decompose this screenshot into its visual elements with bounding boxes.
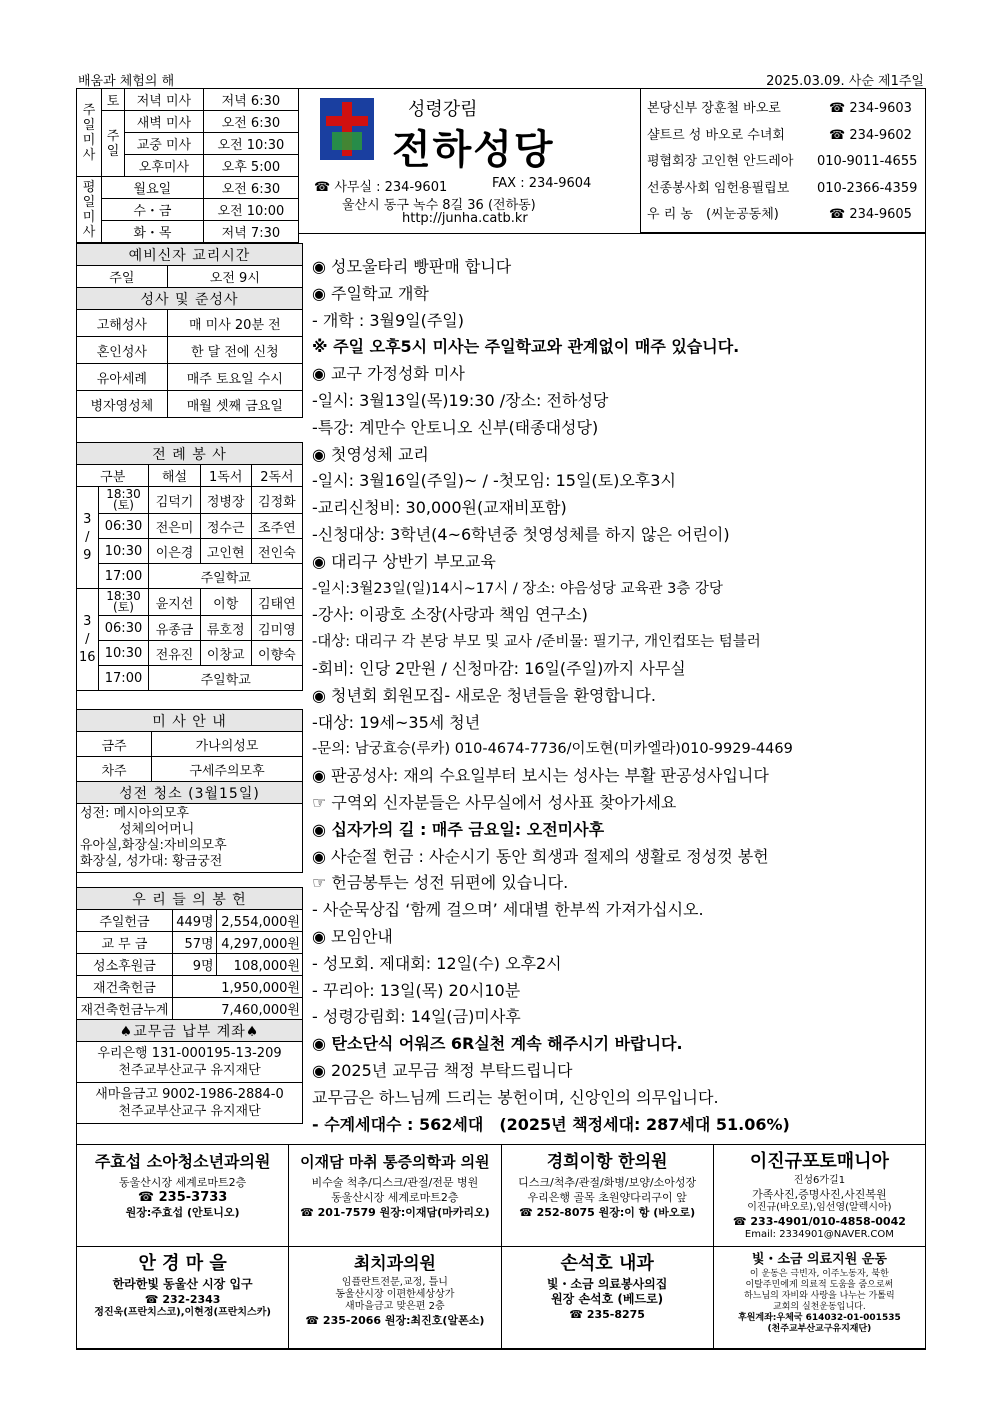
weekday-mass-label: 평일 미사: [77, 177, 102, 243]
liturgy-cell: 김정화: [251, 487, 302, 514]
ad-line: Email: 2334901@NAVER.COM: [744, 1229, 894, 1240]
liturgy-cell: 전은미: [149, 514, 200, 539]
sacrament-name: 고해성사: [77, 310, 168, 337]
sunday-mass-label: 주일 미사: [77, 89, 102, 177]
liturgy-time: 18:30 (토): [98, 589, 149, 616]
ad-box: [289, 1145, 501, 1247]
announcement-line: ◉ 교구 가정성화 미사: [312, 364, 465, 384]
ad-line: 비수술 척추/디스크/관절/전문 병원: [311, 1176, 479, 1189]
church-address: 울산시 동구 녹수 8길 36 (전하동): [342, 198, 536, 213]
announcement-line: ◉ 사순절 헌금 : 사순시기 동안 희생과 절제의 생활로 정성껏 봉헌: [312, 846, 769, 866]
account-line: 천주교부산교구 유지재단: [118, 1063, 261, 1078]
mass-guide-title: 미 사 안 내: [77, 710, 303, 732]
cleaning-title: 성전 청소 (3월15일): [77, 782, 303, 804]
contact-row: 평협회장 고인현 안드레아 010-9011-4655: [647, 154, 918, 169]
sacrament-info: 매월 셋째 금요일: [167, 391, 302, 418]
church-name: 전하성당: [392, 126, 555, 173]
cleaning-line: 성체의어머니: [80, 822, 195, 837]
weekday-name: 수・금: [102, 199, 204, 221]
ad-line: 이진규(바오로),임선영(알렉시아): [747, 1202, 892, 1213]
mass-schedule-table: [76, 88, 299, 243]
liturgy-cell: 정수근: [200, 514, 251, 539]
sacraments-title: 성사 및 준성사: [77, 288, 303, 310]
ad-line: 가족사진,증명사진,사진복원: [752, 1188, 887, 1201]
account-title: ♠교무금 납부 계좌♠: [77, 1020, 303, 1042]
office-fax: FAX : 234-9604: [492, 176, 592, 191]
offering-count: 57명: [172, 932, 216, 954]
sacrament-name: 유아세례: [77, 364, 168, 391]
offering-key: 재건축헌금누계: [77, 998, 173, 1020]
announcement-line: -교리신청비: 30,000원(교재비포함): [312, 498, 567, 518]
cleaning-line: 화장실, 성가대: 황금궁전: [80, 854, 223, 869]
liturgy-head: 1독서: [200, 465, 251, 487]
weekday-name: 화・목: [102, 221, 204, 243]
ad-line: 동울산시장 세계로마트2층: [331, 1191, 459, 1204]
announcement-line: ◉ 판공성사: 재의 수요일부터 보시는 성사는 부활 판공성사입니다: [312, 766, 769, 786]
ad-line: ☎ 233-4901/010-4858-0042: [732, 1215, 906, 1228]
announcement-line: -회비: 인당 2만원 / 신청마감: 16일(주일)까지 사무실: [312, 658, 686, 678]
weekday-name: 월요일: [102, 177, 204, 199]
church-logo: [318, 96, 376, 162]
liturgy-date: 3 / 16: [77, 589, 99, 691]
offering-title: 우 리 들 의 봉 헌: [77, 888, 303, 910]
weekday-time: 오전 10:00: [203, 199, 298, 221]
announcement-line: -특강: 계만수 안토니오 신부(태종대성당): [312, 417, 599, 437]
mass-guide-value: 가나의성모: [152, 732, 303, 757]
ad-line: 이 운동은 극빈자, 이주노동자, 북한: [749, 1269, 889, 1279]
offering-key: 재건축헌금: [77, 976, 173, 998]
ads-table: [76, 1144, 926, 1349]
weekday-time: 저녁 7:30: [203, 221, 298, 243]
mass-name: 교중 미사: [125, 133, 204, 155]
offering-key: 교 무 금: [77, 932, 173, 954]
sacrament-name: 혼인성사: [77, 337, 168, 364]
liturgy-cell: 김미영: [251, 616, 302, 641]
contact-row: 선종봉사회 임헌용필립보 010-2366-4359: [647, 180, 918, 196]
announcement-line: -일시: 3월16일(주일)~ / -첫모임: 15일(토)오후3시: [312, 471, 676, 491]
offering-count: 449명: [172, 910, 216, 932]
office-phone: ☎ 사무실 : 234-9601: [314, 180, 448, 195]
ad-line: ☎ 235-8275: [569, 1308, 645, 1321]
ad-name: 이재담 마취 통증의학과 의원: [300, 1153, 490, 1171]
church-subtitle: 성령강림: [408, 99, 478, 120]
ad-line: ☎ 235-2066 원장:최진호(알폰소): [305, 1314, 485, 1327]
liturgy-head: 2독서: [251, 465, 302, 487]
announcement-line: -대상: 19세~35세 청년: [312, 712, 481, 732]
announcement-line: - 성모회. 제대회: 12일(수) 오후2시: [312, 953, 562, 973]
liturgy-date: 3 / 9: [77, 487, 99, 589]
ad-box: [713, 1145, 925, 1247]
liturgy-cell: 이창교: [200, 641, 251, 666]
liturgy-head: 해설: [149, 465, 200, 487]
cleaning-line: 성전: 메시아의모후: [80, 806, 189, 821]
ad-line: ☎ 201-7579 원장:이재담(마카리오): [300, 1206, 490, 1219]
saturday-label: 토: [102, 89, 125, 111]
announcement-line: - 꾸리아: 13일(목) 20시10분: [312, 980, 521, 1000]
header-date: 2025.03.09. 사순 제1주일: [766, 74, 924, 89]
account-line: 우리은행 131-000195-13-209: [97, 1046, 282, 1061]
offering-amount: 4,297,000원: [216, 932, 302, 954]
liturgy-cell: 전인숙: [251, 539, 302, 564]
offering-amount: 7,460,000원: [172, 998, 302, 1020]
sunday-label: 주 일: [102, 111, 125, 177]
offering-amount: 1,950,000원: [172, 976, 302, 998]
mass-guide-value: 구세주의모후: [152, 757, 303, 782]
announcement-line: ◉ 대리구 상반기 부모교육: [312, 551, 496, 571]
ad-line: 원장:주효섭 (안토니오): [125, 1206, 240, 1219]
ad-line: ☎ 235-3733: [137, 1190, 228, 1205]
liturgy-cell: 류호정: [200, 616, 251, 641]
account-box: [77, 1042, 303, 1083]
weekday-time: 오전 6:30: [203, 177, 298, 199]
cleaning-line: 유아실,화장실:자비의모후: [80, 838, 227, 853]
contact-row: 샬트르 성 바오로 수녀회 ☎ 234-9602: [647, 127, 912, 143]
announcement-line: -문의: 남궁효승(루카) 010-4674-7736/이도현(미카엘라)010-9929-4469: [312, 741, 793, 758]
ad-line: ☎ 232-2343: [144, 1293, 221, 1306]
ad-line: (천주교부산교구유지재단): [767, 1324, 872, 1334]
ad-box: [501, 1145, 713, 1247]
liturgy-cell: 김덕기: [149, 487, 200, 514]
announcement-line: ☞ 구역외 신자분들은 사무실에서 성사표 찾아가세요: [312, 792, 677, 812]
announcement-line: ◉ 성모울타리 빵판매 합니다: [312, 257, 512, 276]
liturgy-time: 06:30: [98, 616, 149, 641]
sacrament-info: 매주 토요일 수시: [167, 364, 302, 391]
announcement-line: ☞ 헌금봉투는 성전 뒤편에 있습니다.: [312, 873, 569, 893]
contact-row: 우 리 농 (씨눈공동체) ☎ 234-9605: [647, 207, 912, 222]
mass-guide-table: [76, 709, 303, 873]
liturgy-cell: 이항: [200, 589, 251, 616]
announcement-line: -강사: 이광호 소장(사랑과 책임 연구소): [312, 605, 588, 625]
liturgy-cell: 주일학교: [149, 564, 303, 589]
announcement-line: ◉ 십자가의 길 : 매주 금요일: 오전미사후: [312, 819, 605, 839]
liturgy-cell: 이향숙: [251, 641, 302, 666]
ad-line: ☎ 252-8075 원장:이 항 (바오로): [519, 1206, 696, 1219]
offering-amount: 108,000원: [216, 954, 302, 976]
mass-guide-key: 차주: [77, 757, 152, 782]
cleaning-body: [77, 804, 303, 873]
ad-box: [713, 1247, 925, 1349]
mass-time: 저녁 6:30: [203, 89, 298, 111]
ad-line: 빛・소금 의료봉사의집: [546, 1277, 668, 1291]
ad-box: [77, 1247, 289, 1349]
announcement-line: ◉ 첫영성체 교리: [312, 444, 429, 464]
ad-line: 원장 손석호 (베드로): [551, 1292, 664, 1306]
ad-line: 후원계좌:우체국 614032-01-001535: [738, 1313, 901, 1323]
announcement-line: -대상: 대리구 각 본당 부모 및 교사 /준비물: 필기구, 개인컵또는 텀블러: [312, 634, 761, 651]
announcement-line: ◉ 탄소단식 어워즈 6R실천 계속 해주시기 바랍니다.: [312, 1034, 683, 1054]
mass-time: 오전 6:30: [203, 111, 298, 133]
catechumen-day: 주일: [77, 266, 168, 288]
liturgy-cell: 주일학교: [149, 666, 303, 691]
announcement-line: -일시: 3월13일(목)19:30 /장소: 전하성당: [312, 390, 609, 410]
liturgy-time: 06:30: [98, 514, 149, 539]
catechumen-time: 오전 9시: [167, 266, 302, 288]
liturgy-time: 18:30 (토): [98, 487, 149, 514]
liturgy-cell: 전유진: [149, 641, 200, 666]
ad-name: 안 경 마 을: [138, 1253, 227, 1274]
ad-line: 임플란트전문,교정, 틀니: [341, 1277, 448, 1288]
liturgy-cell: 고인현: [200, 539, 251, 564]
offering-key: 성소후원금: [77, 954, 173, 976]
ad-line: 동울산시장 세계로마트2층: [118, 1176, 247, 1189]
liturgy-time: 17:00: [98, 564, 149, 589]
ad-line: 정진욱(프란치스코),이현정(프란치스카): [94, 1307, 271, 1318]
ad-box: [77, 1145, 289, 1247]
contacts-box: [640, 88, 926, 233]
liturgy-time: 17:00: [98, 666, 149, 691]
liturgy-cell: 정병장: [200, 487, 251, 514]
account-line: 천주교부산교구 유지재단: [118, 1104, 261, 1119]
announcement-line: ※ 주일 오후5시 미사는 주일학교와 관계없이 매주 있습니다.: [312, 337, 740, 357]
catechumen-title: 예비신자 교리시간: [77, 244, 303, 266]
header-theme: 배움과 체험의 해: [78, 74, 175, 89]
ad-name: 손석호 내과: [560, 1253, 654, 1274]
liturgy-cell: 조주연: [251, 514, 302, 539]
ad-box: [289, 1247, 501, 1349]
liturgy-cell: 유종금: [149, 616, 200, 641]
announcement-line: - 사순묵상집 ‘함께 걸으며’ 세대별 한부씩 가져가십시오.: [312, 900, 704, 920]
mass-name: 오후미사: [125, 155, 204, 177]
announcement-line: 교무금은 하느님께 드리는 봉헌이며, 신앙인의 의무입니다.: [312, 1087, 719, 1107]
liturgy-time: 10:30: [98, 641, 149, 666]
mass-time: 오전 10:30: [203, 133, 298, 155]
liturgy-cell: 김태연: [251, 589, 302, 616]
mass-name: 저녁 미사: [125, 89, 204, 111]
liturgy-table: [76, 442, 303, 691]
liturgy-time: 10:30: [98, 539, 149, 564]
mass-name: 새벽 미사: [125, 111, 204, 133]
offering-amount: 2,554,000원: [216, 910, 302, 932]
offering-count: 9명: [172, 954, 216, 976]
announcement-line: - 개학 : 3월9일(주일): [312, 310, 465, 330]
sacrament-name: 병자영성체: [77, 391, 168, 418]
ad-name: 이진규포토매니아: [749, 1151, 889, 1172]
ad-name: 주효섭 소아청소년과의원: [94, 1152, 271, 1171]
ad-line: 교회의 실천운동입니다.: [773, 1302, 866, 1312]
liturgy-title: 전 례 봉 사: [77, 443, 303, 465]
account-line: 새마을금고 9002-1986-2884-0: [95, 1087, 284, 1102]
announcement-line: -신청대상: 3학년(4~6학년중 첫영성체를 하지 않은 어린이): [312, 524, 730, 544]
ad-line: 디스크/척추/관절/화병/보양/소아성장: [518, 1176, 697, 1189]
liturgy-cell: 이은경: [149, 539, 200, 564]
sacrament-info: 한 달 전에 신청: [167, 337, 302, 364]
ad-name: 최치과의원: [353, 1254, 436, 1274]
ad-name: 경희이항 한의원: [546, 1152, 668, 1172]
liturgy-head: 구분: [77, 465, 149, 487]
announcement-line: -일시:3월23일(일)14시~17시 / 장소: 야음성당 교육관 3층 강당: [312, 580, 723, 597]
sacrament-info: 매 미사 20분 전: [167, 310, 302, 337]
offering-table: [76, 887, 303, 1124]
divider: [299, 233, 926, 234]
ad-line: 하느님의 자비와 사랑을 나누는 가톨릭: [744, 1291, 895, 1301]
liturgy-cell: 윤지선: [149, 589, 200, 616]
announcement-line: ◉ 청년회 회원모집- 새로운 청년들을 환영합니다.: [312, 685, 656, 705]
ad-line: 한라한빛 동울산 시장 입구: [112, 1277, 253, 1291]
ad-line: 새마을금고 맞은편 2층: [345, 1301, 445, 1312]
ad-line: 우리은행 골목 초원양다리구이 앞: [527, 1191, 687, 1204]
mass-time: 오후 5:00: [203, 155, 298, 177]
announcement-line: ◉ 모임안내: [312, 926, 393, 946]
announcement-line: ◉ 주일학교 개학: [312, 283, 429, 303]
ad-box: [501, 1247, 713, 1349]
ad-line: 진성6가길1: [793, 1175, 846, 1186]
mass-guide-key: 금주: [77, 732, 152, 757]
ad-line: 이탈주민에게 의료적 도움을 줌으로써: [745, 1280, 894, 1290]
ad-name: 빛・소금 의료지원 운동: [751, 1252, 887, 1267]
contact-row: 본당신부 장훈철 바오로 ☎ 234-9603: [647, 101, 912, 116]
offering-key: 주일헌금: [77, 910, 173, 932]
announcement-line: - 성령강림회: 14일(금)미사후: [312, 1007, 521, 1027]
ad-line: 동울산시장 이편한세상상가: [335, 1289, 455, 1300]
account-box: [77, 1083, 303, 1124]
church-url[interactable]: http://junha.catb.kr: [402, 211, 528, 226]
left-info-table: [76, 243, 303, 418]
announcements: [312, 254, 924, 1138]
announcement-line: ◉ 2025년 교무금 책정 부탁드립니다: [312, 1060, 573, 1080]
announcement-line: - 수계세대수 : 562세대 (2025년 책정세대: 287세대 51.06%): [312, 1114, 790, 1134]
